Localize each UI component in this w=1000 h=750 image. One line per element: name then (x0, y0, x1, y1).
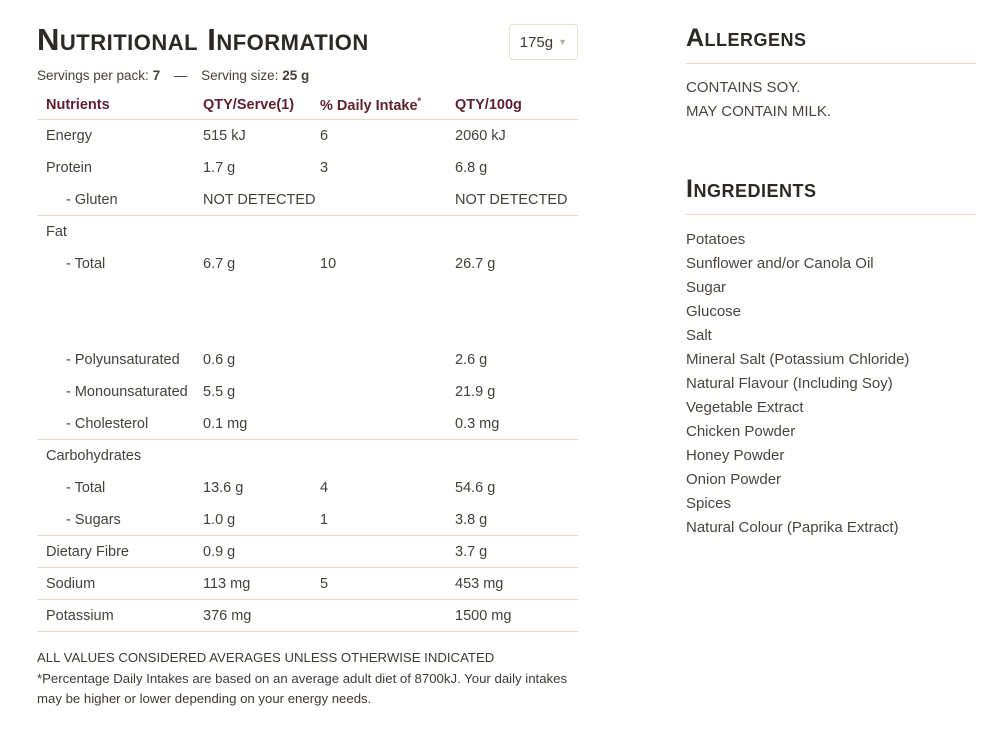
ingredient-item: Onion Powder (686, 471, 782, 488)
servings-summary (37, 68, 578, 83)
servings-separator: — (173, 68, 188, 83)
table-row-carbohydrates-group (37, 440, 578, 472)
nutrient-label: Protein (46, 160, 92, 176)
page-title: Nutritional Information (37, 22, 369, 57)
allergens-section-header (686, 22, 976, 64)
nutrient-label: - Gluten (66, 191, 118, 208)
nutrition-table (37, 90, 578, 632)
allergen-line: MAY CONTAIN MILK. (686, 103, 832, 120)
ingredient-item: Potatoes (686, 231, 746, 248)
qty-serve-value: 113 mg (203, 575, 251, 592)
daily-intake-value: 10 (320, 256, 337, 272)
qty-serve-value: 515 kJ (203, 128, 246, 144)
footnote-averages: ALL VALUES CONSIDERED AVERAGES UNLESS OTHERWISE INDICATED (37, 650, 495, 665)
nutrient-label: Dietary Fibre (46, 543, 129, 560)
nutrient-label: - Total (66, 480, 106, 496)
nutrient-label: Energy (46, 128, 92, 144)
table-row-gluten (37, 184, 578, 216)
serving-size-dropdown-value: 175g (519, 33, 554, 51)
nutrient-group-label: Carbohydrates (46, 448, 142, 464)
qty-100g-value: 1500 mg (455, 607, 512, 624)
qty-serve-value: 0.1 mg (203, 415, 248, 432)
table-row-fat-total (37, 248, 578, 280)
ingredient-item: Spices (686, 495, 732, 512)
table-row-sugars (37, 504, 578, 536)
qty-100g-value: 3.7 g (455, 543, 488, 560)
nutrient-label: - Polyunsaturated (66, 352, 180, 368)
empty-rows-spacer (37, 280, 578, 344)
table-row-dietary-fibre (37, 536, 578, 568)
servings-per-pack-value: 7 (152, 68, 161, 83)
nutrient-label: Potassium (46, 607, 114, 624)
daily-intake-value: 1 (320, 511, 329, 528)
qty-serve-value: 0.9 g (203, 543, 236, 560)
qty-serve-value: 6.7 g (203, 256, 236, 272)
nutrient-label: - Sugars (66, 511, 121, 528)
daily-intake-value: 5 (320, 575, 329, 592)
allergens-title: Allergens (686, 24, 807, 52)
allergen-line: CONTAINS SOY. (686, 79, 801, 96)
qty-100g-value: 0.3 mg (455, 415, 500, 432)
ingredient-item: Chicken Powder (686, 423, 796, 440)
nutrition-section (37, 0, 578, 710)
ingredients-title: Ingredients (686, 175, 817, 203)
qty-serve-value: 5.5 g (203, 384, 236, 400)
qty-100g-value: 6.8 g (455, 160, 488, 176)
ingredient-item: Sugar (686, 279, 727, 296)
ingredient-item: Natural Flavour (Including Soy) (686, 375, 893, 392)
table-row-carb-total (37, 472, 578, 504)
serving-size-label: Serving size: (201, 68, 279, 83)
table-row-protein (37, 152, 578, 184)
qty-100g-value: 453 mg (455, 575, 504, 592)
qty-100g-value: 2060 kJ (455, 128, 506, 144)
footnote-asterisk: * (417, 95, 422, 106)
qty-100g-value: 3.8 g (455, 511, 488, 528)
qty-100g-value: 26.7 g (455, 256, 496, 272)
nutrient-label: Sodium (46, 575, 96, 592)
table-row-fat-group (37, 216, 578, 248)
qty-100g-value: NOT DETECTED (455, 191, 568, 208)
qty-serve-value: NOT DETECTED (203, 191, 316, 208)
qty-100g-value: 2.6 g (455, 352, 488, 368)
daily-intake-value: 4 (320, 480, 329, 496)
table-header-row (37, 90, 578, 120)
column-header-daily-intake: % Daily Intake* (320, 95, 422, 114)
ingredient-item: Sunflower and/or Canola Oil (686, 255, 874, 272)
nutrient-label: - Monounsaturated (66, 384, 188, 400)
ingredient-item: Salt (686, 327, 712, 344)
qty-serve-value: 0.6 g (203, 352, 236, 368)
allergens-list (686, 76, 976, 124)
daily-intake-value: 6 (320, 128, 329, 144)
column-header-qty-serve: QTY/Serve(1) (203, 96, 295, 113)
table-row-monounsaturated (37, 376, 578, 408)
nutrient-label: - Cholesterol (66, 415, 149, 432)
ingredient-item: Natural Colour (Paprika Extract) (686, 519, 899, 536)
serving-size-dropdown[interactable] (509, 24, 578, 60)
table-footnotes (37, 648, 578, 710)
column-header-nutrients: Nutrients (46, 96, 110, 113)
side-info (686, 0, 976, 540)
table-row-sodium (37, 568, 578, 600)
ingredients-list (686, 228, 976, 540)
ingredient-item: Mineral Salt (Potassium Chloride) (686, 351, 910, 368)
table-row-cholesterol (37, 408, 578, 440)
nutrient-label: - Total (66, 256, 106, 272)
ingredient-item: Glucose (686, 303, 742, 320)
ingredient-item: Vegetable Extract (686, 399, 804, 416)
chevron-down-icon: ▼ (558, 37, 567, 47)
table-row-energy (37, 120, 578, 152)
qty-serve-value: 1.7 g (203, 160, 236, 176)
servings-per-pack-label: Servings per pack: (37, 68, 149, 83)
qty-serve-value: 13.6 g (203, 480, 244, 496)
daily-intake-value: 3 (320, 160, 329, 176)
serving-size-value: 25 g (282, 68, 310, 83)
title-row (37, 20, 578, 60)
qty-serve-value: 1.0 g (203, 511, 236, 528)
ingredients-section-header (686, 173, 976, 215)
column-header-qty-100g: QTY/100g (455, 96, 522, 113)
qty-100g-value: 54.6 g (455, 480, 496, 496)
table-row-potassium (37, 600, 578, 632)
nutrient-group-label: Fat (46, 224, 67, 240)
footnote-daily-intake: *Percentage Daily Intakes are based on an average adult diet of 8700kJ. Your daily intakes may be higher or lower depending on your energy needs. (37, 670, 568, 706)
ingredient-item: Honey Powder (686, 447, 785, 464)
qty-100g-value: 21.9 g (455, 384, 496, 400)
qty-serve-value: 376 mg (203, 607, 252, 624)
table-row-polyunsaturated (37, 344, 578, 376)
